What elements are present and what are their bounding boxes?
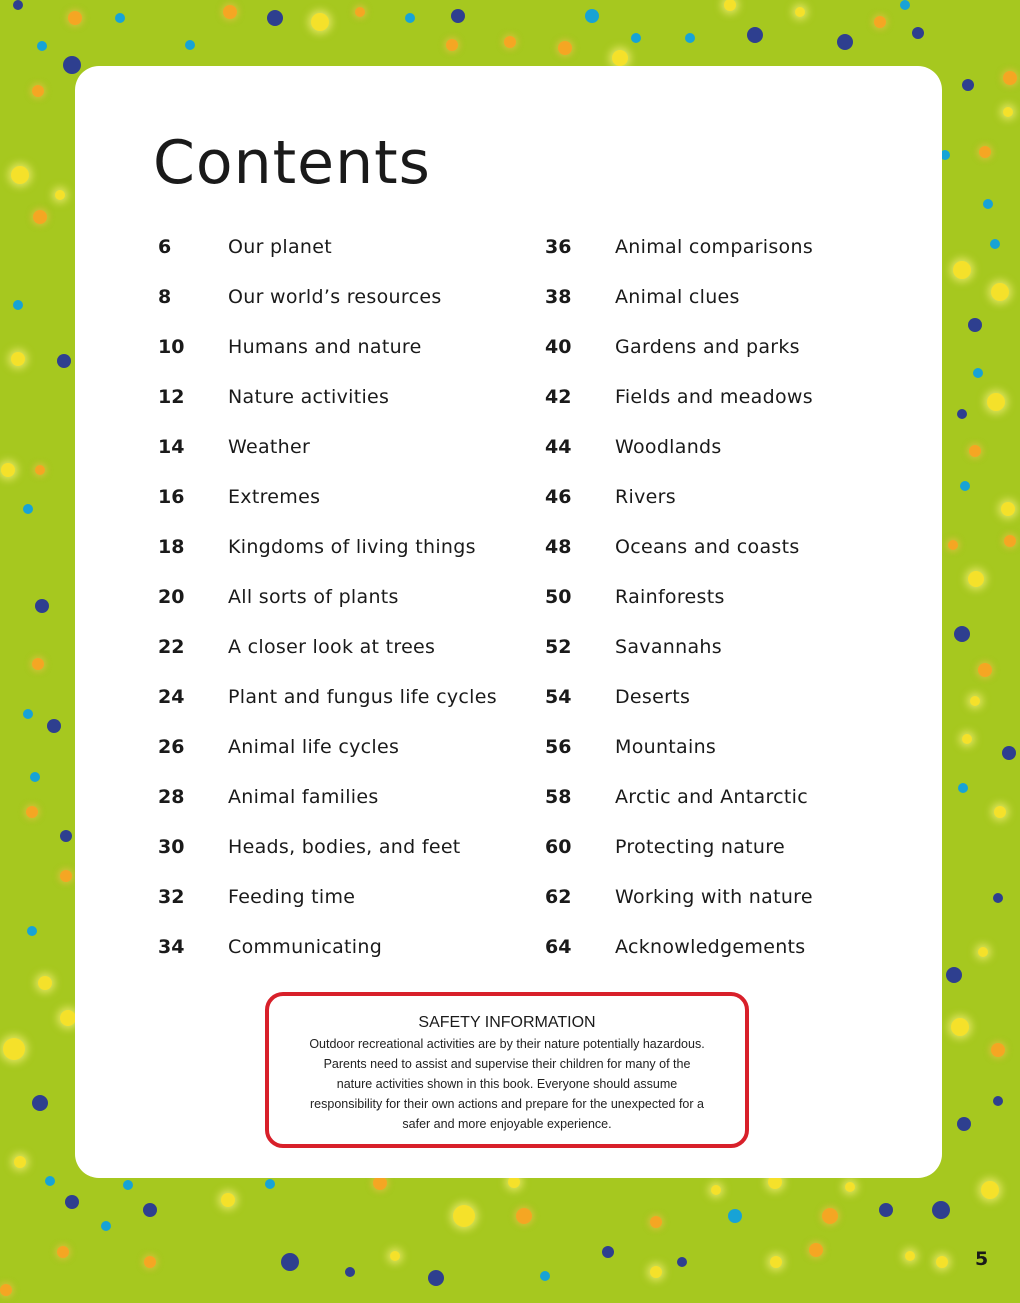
toc-entry[interactable] — [545, 826, 925, 876]
toc-entry-title: Heads, bodies, and feet — [228, 836, 461, 858]
decorative-dot — [38, 976, 52, 990]
toc-page-number: 48 — [545, 536, 572, 558]
decorative-dot — [990, 239, 1000, 249]
decorative-dot — [516, 1208, 532, 1224]
decorative-dot — [13, 0, 23, 10]
toc-page-number: 44 — [545, 436, 572, 458]
decorative-dot — [65, 1195, 79, 1209]
toc-page-number: 62 — [545, 886, 572, 908]
toc-entry-title: All sorts of plants — [228, 586, 399, 608]
decorative-dot — [650, 1216, 662, 1228]
decorative-dot — [845, 1182, 855, 1192]
toc-page-number: 58 — [545, 786, 572, 808]
decorative-dot — [281, 1253, 299, 1271]
toc-page-number: 26 — [158, 736, 185, 758]
decorative-dot — [32, 658, 44, 670]
decorative-dot — [355, 7, 365, 17]
toc-entry-title: Arctic and Antarctic — [615, 786, 808, 808]
toc-entry[interactable] — [545, 876, 925, 926]
toc-entry-title: Animal comparisons — [615, 236, 814, 258]
decorative-dot — [960, 481, 970, 491]
toc-entry-title: Acknowledgements — [615, 936, 806, 958]
decorative-dot — [983, 199, 993, 209]
contents-panel — [75, 66, 942, 1178]
toc-page-number: 64 — [545, 936, 572, 958]
toc-entry-title: Fields and meadows — [615, 386, 813, 408]
decorative-dot — [14, 1156, 26, 1168]
toc-entry-title: Feeding time — [228, 886, 356, 908]
toc-entry-title: Rainforests — [615, 586, 725, 608]
decorative-dot — [101, 1221, 111, 1231]
decorative-dot — [35, 599, 49, 613]
toc-entry[interactable] — [545, 576, 925, 626]
decorative-dot — [585, 9, 599, 23]
decorative-dot — [612, 50, 628, 66]
toc-entry-title: Extremes — [228, 486, 321, 508]
toc-page-number: 42 — [545, 386, 572, 408]
decorative-dot — [957, 1117, 971, 1131]
decorative-dot — [265, 1179, 275, 1189]
decorative-dot — [35, 465, 45, 475]
toc-page-number: 46 — [545, 486, 572, 508]
decorative-dot — [936, 1256, 948, 1268]
decorative-dot — [946, 967, 962, 983]
toc-page-number: 34 — [158, 936, 185, 958]
toc-page-number: 60 — [545, 836, 572, 858]
toc-entry-title: A closer look at trees — [228, 636, 436, 658]
toc-page-number: 32 — [158, 886, 185, 908]
toc-entry-title: Plant and fungus life cycles — [228, 686, 497, 708]
decorative-dot — [993, 893, 1003, 903]
decorative-dot — [1003, 71, 1017, 85]
toc-entry[interactable] — [545, 676, 925, 726]
decorative-dot — [11, 352, 25, 366]
toc-page-number: 36 — [545, 236, 572, 258]
decorative-dot — [948, 540, 958, 550]
toc-page-number: 56 — [545, 736, 572, 758]
toc-page-number: 22 — [158, 636, 185, 658]
decorative-dot — [970, 696, 980, 706]
page-number: 5 — [975, 1248, 989, 1270]
decorative-dot — [60, 830, 72, 842]
decorative-dot — [879, 1203, 893, 1217]
toc-entry[interactable] — [158, 576, 538, 626]
toc-entry[interactable] — [158, 876, 538, 926]
toc-entry[interactable] — [545, 926, 925, 976]
decorative-dot — [123, 1180, 133, 1190]
toc-page-number: 52 — [545, 636, 572, 658]
toc-entry-title: Rivers — [615, 486, 676, 508]
decorative-dot — [504, 36, 516, 48]
toc-page-number: 54 — [545, 686, 572, 708]
decorative-dot — [711, 1185, 721, 1195]
decorative-dot — [962, 79, 974, 91]
decorative-dot — [1002, 746, 1016, 760]
decorative-dot — [912, 27, 924, 39]
decorative-dot — [968, 318, 982, 332]
toc-entry[interactable] — [158, 226, 538, 276]
toc-page-number: 8 — [158, 286, 172, 308]
toc-entry[interactable] — [545, 226, 925, 276]
toc-entry[interactable] — [158, 676, 538, 726]
toc-page-number: 28 — [158, 786, 185, 808]
toc-entry[interactable] — [158, 376, 538, 426]
toc-entry-title: Savannahs — [615, 636, 722, 658]
toc-entry-title: Humans and nature — [228, 336, 422, 358]
decorative-dot — [951, 1018, 969, 1036]
decorative-dot — [968, 571, 984, 587]
decorative-dot — [47, 719, 61, 733]
toc-entry-title: Deserts — [615, 686, 691, 708]
decorative-dot — [33, 210, 47, 224]
toc-entry-title: Weather — [228, 436, 311, 458]
decorative-dot — [677, 1257, 687, 1267]
toc-page-number: 38 — [545, 286, 572, 308]
decorative-dot — [68, 11, 82, 25]
decorative-dot — [957, 409, 967, 419]
decorative-dot — [221, 1193, 235, 1207]
decorative-dot — [981, 1181, 999, 1199]
toc-entry[interactable] — [545, 726, 925, 776]
toc-page-number: 24 — [158, 686, 185, 708]
decorative-dot — [631, 33, 641, 43]
decorative-dot — [978, 947, 988, 957]
toc-page-number: 30 — [158, 836, 185, 858]
decorative-dot — [390, 1251, 400, 1261]
toc-page-number: 40 — [545, 336, 572, 358]
decorative-dot — [932, 1201, 950, 1219]
toc-entry-title: Communicating — [228, 936, 383, 958]
decorative-dot — [991, 283, 1009, 301]
decorative-dot — [993, 1096, 1003, 1106]
decorative-dot — [991, 1043, 1005, 1057]
decorative-dot — [900, 0, 910, 10]
decorative-dot — [311, 13, 329, 31]
decorative-dot — [223, 5, 237, 19]
toc-entry-title: Working with nature — [615, 886, 813, 908]
decorative-dot — [962, 734, 972, 744]
toc-entry-title: Woodlands — [615, 436, 722, 458]
decorative-dot — [540, 1271, 550, 1281]
toc-entry[interactable] — [158, 476, 538, 526]
toc-entry-title: Animal clues — [615, 286, 740, 308]
decorative-dot — [45, 1176, 55, 1186]
decorative-dot — [650, 1266, 662, 1278]
toc-entry-title: Nature activities — [228, 386, 390, 408]
decorative-dot — [728, 1209, 742, 1223]
decorative-dot — [969, 445, 981, 457]
decorative-dot — [1, 463, 15, 477]
decorative-dot — [994, 806, 1006, 818]
toc-page-number: 16 — [158, 486, 185, 508]
decorative-dot — [0, 1284, 12, 1296]
toc-entry[interactable] — [545, 526, 925, 576]
decorative-dot — [809, 1243, 823, 1257]
toc-page-number: 50 — [545, 586, 572, 608]
decorative-dot — [1001, 502, 1015, 516]
toc-page-number: 10 — [158, 336, 185, 358]
decorative-dot — [3, 1038, 25, 1060]
safety-heading: SAFETY INFORMATION — [418, 1014, 596, 1031]
toc-entry[interactable] — [545, 426, 925, 476]
decorative-dot — [747, 27, 763, 43]
decorative-dot — [558, 41, 572, 55]
toc-page-number: 12 — [158, 386, 185, 408]
toc-entry[interactable] — [545, 476, 925, 526]
decorative-dot — [451, 9, 465, 23]
toc-entry-title: Mountains — [615, 736, 717, 758]
toc-entry[interactable] — [158, 276, 538, 326]
decorative-dot — [602, 1246, 614, 1258]
toc-entry-title: Oceans and coasts — [615, 536, 800, 558]
decorative-dot — [978, 663, 992, 677]
decorative-dot — [1003, 107, 1013, 117]
decorative-dot — [958, 783, 968, 793]
toc-column-right — [545, 226, 925, 976]
page-title: Contents — [153, 128, 431, 198]
decorative-dot — [987, 393, 1005, 411]
decorative-dot — [23, 504, 33, 514]
decorative-dot — [185, 40, 195, 50]
toc-entry[interactable] — [545, 326, 925, 376]
decorative-dot — [979, 146, 991, 158]
decorative-dot — [453, 1205, 475, 1227]
toc-entry[interactable] — [158, 426, 538, 476]
decorative-dot — [446, 39, 458, 51]
decorative-dot — [37, 41, 47, 51]
toc-entry[interactable] — [545, 276, 925, 326]
toc-entry[interactable] — [158, 926, 538, 976]
decorative-dot — [26, 806, 38, 818]
toc-page-number: 20 — [158, 586, 185, 608]
decorative-dot — [55, 190, 65, 200]
decorative-dot — [954, 626, 970, 642]
toc-entry-title: Gardens and parks — [615, 336, 800, 358]
decorative-dot — [60, 1010, 76, 1026]
decorative-dot — [30, 772, 40, 782]
decorative-dot — [27, 926, 37, 936]
decorative-dot — [905, 1251, 915, 1261]
toc-entry-title: Animal families — [228, 786, 379, 808]
decorative-dot — [795, 7, 805, 17]
toc-entry-title: Our world’s resources — [228, 286, 442, 308]
toc-page-number: 14 — [158, 436, 185, 458]
toc-entry-title: Kingdoms of living things — [228, 536, 476, 558]
decorative-dot — [724, 0, 736, 11]
decorative-dot — [267, 10, 283, 26]
decorative-dot — [32, 1095, 48, 1111]
decorative-dot — [23, 709, 33, 719]
decorative-dot — [953, 261, 971, 279]
decorative-dot — [13, 300, 23, 310]
toc-entry[interactable] — [158, 626, 538, 676]
decorative-dot — [345, 1267, 355, 1277]
toc-entry[interactable] — [158, 826, 538, 876]
decorative-dot — [837, 34, 853, 50]
decorative-dot — [57, 1246, 69, 1258]
toc-entry-title: Our planet — [228, 236, 333, 258]
decorative-dot — [11, 166, 29, 184]
toc-entry[interactable] — [158, 776, 538, 826]
toc-entry[interactable] — [545, 776, 925, 826]
decorative-dot — [143, 1203, 157, 1217]
decorative-dot — [32, 85, 44, 97]
decorative-dot — [822, 1208, 838, 1224]
decorative-dot — [405, 13, 415, 23]
toc-entry-title: Protecting nature — [615, 836, 785, 858]
decorative-dot — [57, 354, 71, 368]
decorative-dot — [685, 33, 695, 43]
toc-page-number: 18 — [158, 536, 185, 558]
decorative-dot — [428, 1270, 444, 1286]
decorative-dot — [144, 1256, 156, 1268]
safety-information-box — [265, 992, 749, 1148]
safety-text: Outdoor recreational activities are by their nature potentially hazardous. Parents need to assist and supervise their children for many of the nature activities shown in this book. Everyone should assume responsibility for their own actions and prepare for the unexpected for a safer and more enjoyable experience. — [309, 1037, 705, 1131]
toc-entry[interactable] — [158, 326, 538, 376]
toc-entry[interactable] — [158, 526, 538, 576]
toc-column-left — [158, 226, 538, 976]
toc-entry[interactable] — [158, 726, 538, 776]
decorative-dot — [373, 1176, 387, 1190]
decorative-dot — [60, 870, 72, 882]
decorative-dot — [874, 16, 886, 28]
decorative-dot — [770, 1256, 782, 1268]
decorative-dot — [1004, 535, 1016, 547]
decorative-dot — [63, 56, 81, 74]
toc-entry-title: Animal life cycles — [228, 736, 400, 758]
decorative-dot — [973, 368, 983, 378]
toc-page-number: 6 — [158, 236, 172, 258]
toc-entry[interactable] — [545, 376, 925, 426]
toc-entry[interactable] — [545, 626, 925, 676]
decorative-dot — [115, 13, 125, 23]
